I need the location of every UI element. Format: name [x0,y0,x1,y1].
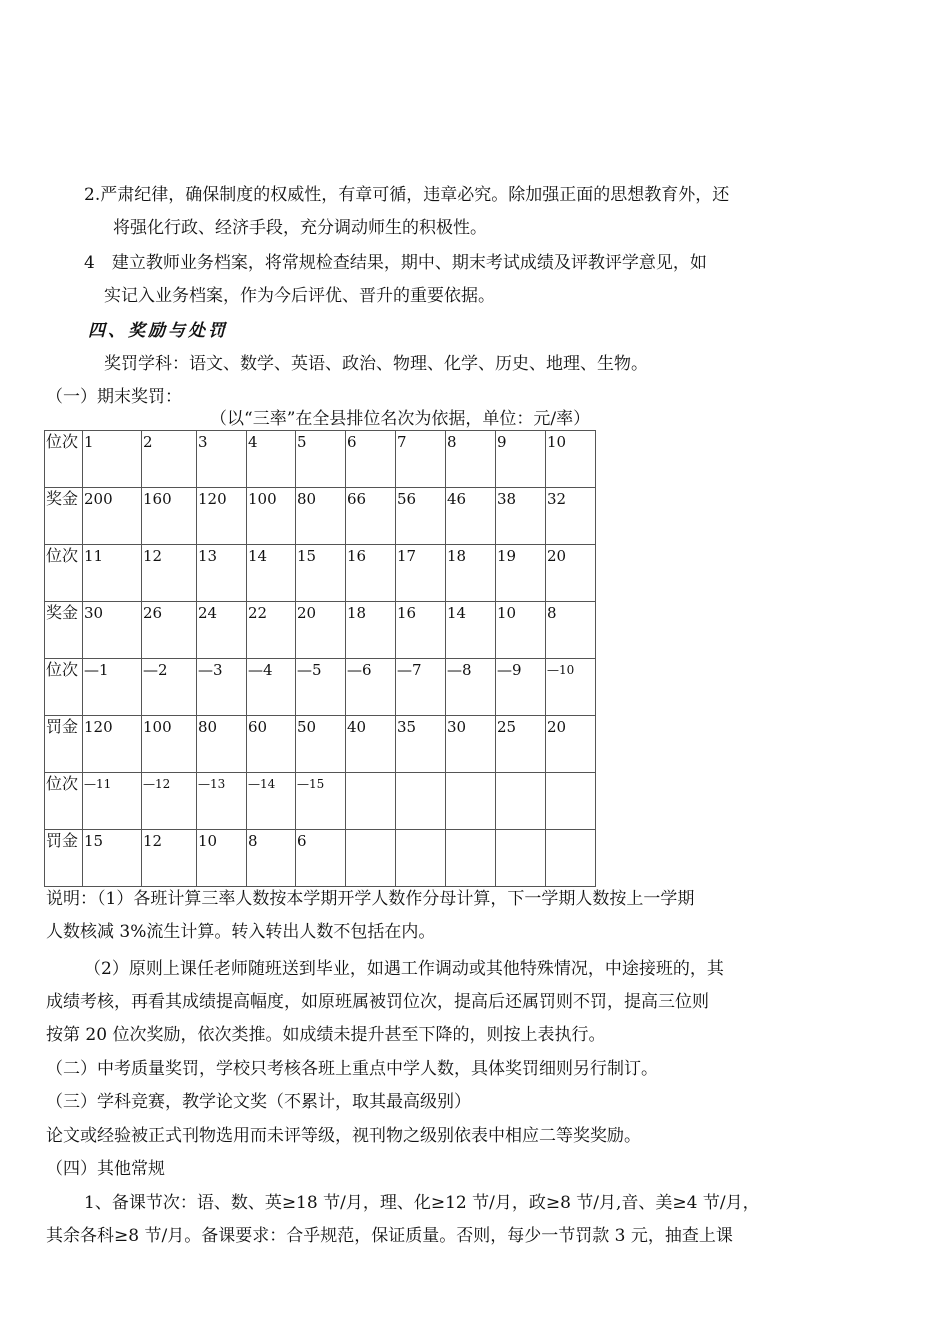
table-cell: —7 [396,659,446,716]
row-label: 位次 [45,659,83,716]
table-cell [496,830,546,887]
part-3-note: 论文或经验被正式刊物选用而未评等级，视刊物之级别依表中相应二等奖奖励。 [46,1126,641,1146]
table-cell: 26 [142,602,197,659]
table-cell: 18 [346,602,396,659]
row-label: 奖金 [45,488,83,545]
table-cell: 16 [346,545,396,602]
table-cell: 17 [396,545,446,602]
section-4-heading: 四、奖励与处罚 [88,321,228,341]
table-cell: 22 [247,602,296,659]
table-cell: —4 [247,659,296,716]
part-2-line: （二）中考质量奖罚，学校只考核各班上重点中学人数，具体奖罚细则另行制订。 [46,1059,658,1079]
table-cell: 14 [446,602,496,659]
table-row [45,602,596,659]
table-cell [546,830,596,887]
table-cell: —8 [446,659,496,716]
table-cell [346,830,396,887]
table-row [45,488,596,545]
table-cell: 9 [496,431,546,488]
subjects-line: 奖罚学科：语文、数学、英语、政治、物理、化学、历史、地理、生物。 [104,354,648,374]
table-cell: 80 [296,488,346,545]
rule-1-line-2: 其余各科≥8 节/月。备课要求：合乎规范，保证质量。否则，每少一节罚款 3 元，抽查上课 [46,1226,733,1246]
table-cell [446,830,496,887]
table-row [45,545,596,602]
note-2-line-2: 成绩考核，再看其成绩提高幅度，如原班属被罚位次，提高后还属罚则不罚，提高三位则 [46,992,709,1012]
table-cell: 8 [446,431,496,488]
table-cell: 50 [296,716,346,773]
table-row [45,659,596,716]
part-3-line: （三）学科竞赛，教学论文奖（不累计，取其最高级别） [46,1092,471,1112]
table-cell: 56 [396,488,446,545]
table-cell [346,773,396,830]
table-cell: 6 [346,431,396,488]
table-cell: —14 [247,773,296,830]
note-1-line-2: 人数核减 3%流生计算。转入转出人数不包括在内。 [46,922,436,942]
table-cell: 200 [83,488,142,545]
note-2-line-1: （2）原则上课任老师随班送到毕业，如遇工作调动或其他特殊情况，中途接班的，其 [84,959,724,979]
table-cell: 80 [197,716,247,773]
table-cell: —10 [546,659,596,716]
paragraph-4-line-2: 实记入业务档案，作为今后评优、晋升的重要依据。 [104,286,495,306]
table-cell: 4 [247,431,296,488]
table-cell: 14 [247,545,296,602]
table-cell: 46 [446,488,496,545]
table-cell: 6 [296,830,346,887]
table-row [45,716,596,773]
row-label: 罚金 [45,830,83,887]
table-cell: 10 [546,431,596,488]
table-cell: 30 [446,716,496,773]
table-cell: 18 [446,545,496,602]
table-cell: —9 [496,659,546,716]
table-cell: 15 [83,830,142,887]
table-cell: 32 [546,488,596,545]
table-cell: 16 [396,602,446,659]
table-cell: 38 [496,488,546,545]
part-4-title: （四）其他常规 [46,1159,165,1179]
reward-penalty-table [44,430,596,887]
table-cell: —11 [83,773,142,830]
rule-1-line-1: 1、备课节次：语、数、英≥18 节/月，理、化≥12 节/月，政≥8 节/月,音、美≥4 节/月， [84,1193,760,1213]
table-cell: —5 [296,659,346,716]
table-cell: 8 [546,602,596,659]
table-cell: 30 [83,602,142,659]
table-cell [496,773,546,830]
table-cell: 12 [142,830,197,887]
table-row [45,431,596,488]
table-cell: 100 [142,716,197,773]
table-cell: 20 [546,545,596,602]
table-cell: 1 [83,431,142,488]
paragraph-4-line-1: 4 建立教师业务档案，将常规检查结果，期中、期末考试成绩及评教评学意见，如 [84,253,707,273]
note-2-line-3: 按第 20 位次奖励，依次类推。如成绩未提升甚至下降的，则按上表执行。 [46,1025,606,1045]
row-label: 位次 [45,773,83,830]
table-row [45,773,596,830]
table-cell [446,773,496,830]
table-cell: —15 [296,773,346,830]
table-cell: 25 [496,716,546,773]
row-label: 罚金 [45,716,83,773]
table-cell: 120 [197,488,247,545]
table-cell: —6 [346,659,396,716]
table-cell: —12 [142,773,197,830]
note-1-line-1: 说明：（1）各班计算三率人数按本学期开学人数作分母计算，下一学期人数按上一学期 [46,889,695,909]
table-cell: 24 [197,602,247,659]
table-cell: 60 [247,716,296,773]
part-1-title: （一）期末奖罚： [46,387,182,407]
table-cell: 66 [346,488,396,545]
table-cell: 20 [546,716,596,773]
table-cell: 120 [83,716,142,773]
table-body [45,431,596,887]
table-cell: 7 [396,431,446,488]
table-row [45,830,596,887]
row-label: 奖金 [45,602,83,659]
table-cell: 13 [197,545,247,602]
paragraph-2-line-1: 2.严肃纪律，确保制度的权威性，有章可循，违章必究。除加强正面的思想教育外，还 [84,185,730,205]
table-cell: 20 [296,602,346,659]
table-cell: 160 [142,488,197,545]
table-cell: —13 [197,773,247,830]
table-cell: 8 [247,830,296,887]
table-cell: 35 [396,716,446,773]
table-cell: —3 [197,659,247,716]
table-cell: 10 [496,602,546,659]
table-cell: 15 [296,545,346,602]
row-label: 位次 [45,545,83,602]
table-cell: 11 [83,545,142,602]
table-cell: 100 [247,488,296,545]
table-cell: 40 [346,716,396,773]
table-cell: 19 [496,545,546,602]
table-cell: 2 [142,431,197,488]
table-cell [396,830,446,887]
table-cell [396,773,446,830]
table-cell: 10 [197,830,247,887]
table-cell: —1 [83,659,142,716]
row-label: 位次 [45,431,83,488]
table-cell [546,773,596,830]
table-cell: 3 [197,431,247,488]
table-cell: —2 [142,659,197,716]
paragraph-2-line-2: 将强化行政、经济手段，充分调动师生的积极性。 [113,218,487,238]
table-caption: （以“三率”在全县排位名次为依据，单位：元/率） [210,409,591,429]
table-cell: 12 [142,545,197,602]
table-cell: 5 [296,431,346,488]
